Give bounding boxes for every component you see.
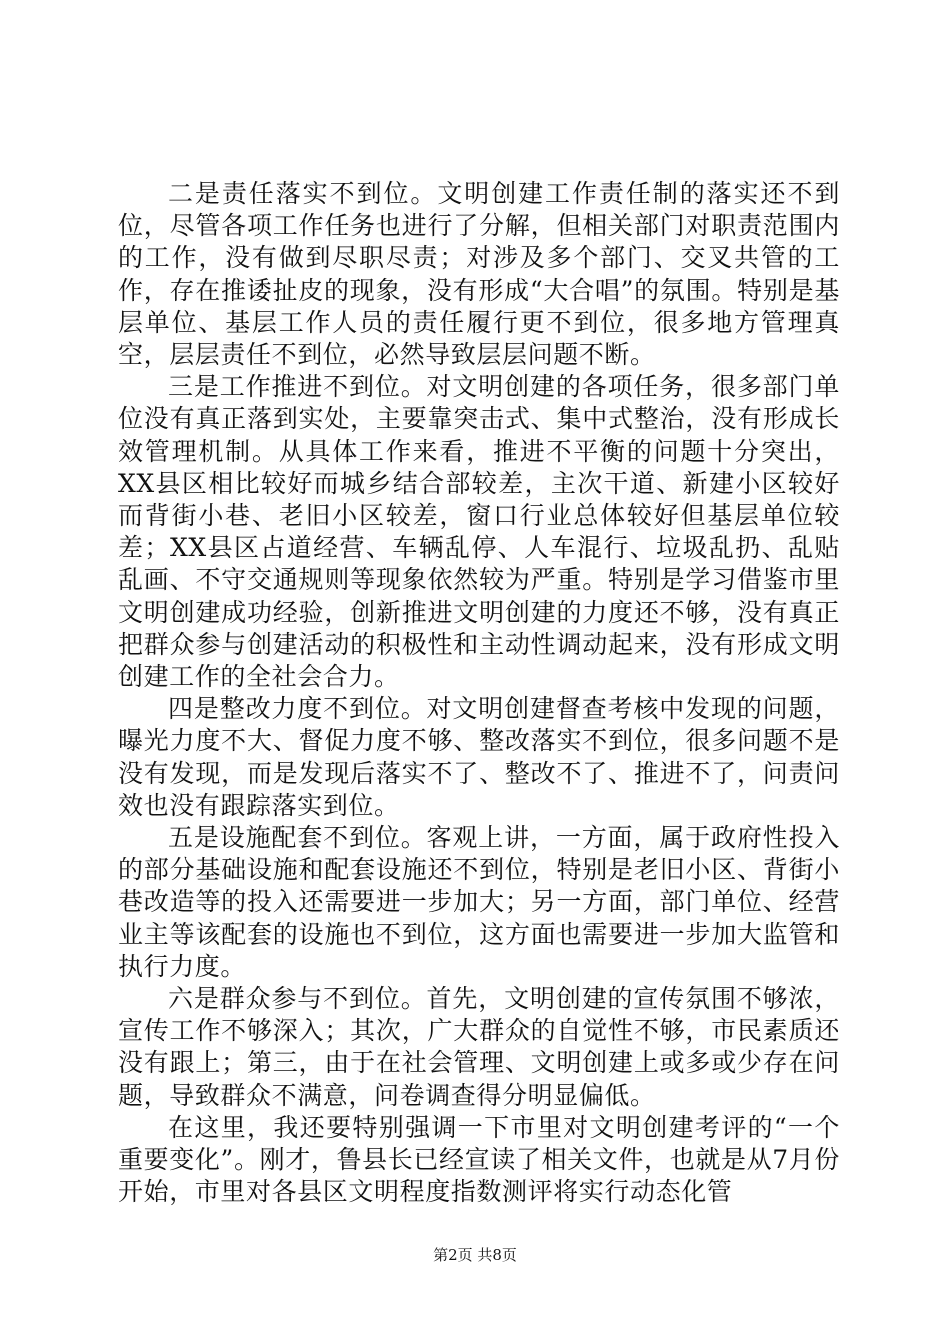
paragraph-evaluation-change: 在这里，我还要特别强调一下市里对文明创建考评的“一个重要变化”。刚才，鲁县长已经宣读了相关文件，也就是从7月份开始，市里对各县区文明程度指数测评将实行动态化管 <box>118 1112 840 1207</box>
paragraph-work-progress: 三是工作推进不到位。对文明创建的各项任务，很多部门单位没有真正落到实处，主要靠突击式、集中式整治，没有形成长效管理机制。从具体工作来看，推进不平衡的问题十分突出，XX县区相比较好而城乡结合部较差，主次干道、新建小区较好而背街小巷、老旧小区较差，窗口行业总体较好但基层单位较差；XX县区占道经营、车辆乱停、人车混行、垃圾乱扔、乱贴乱画、不守交通规则等现象依然较为严重。特别是学习借鉴市里文明创建成功经验，创新推进文明创建的力度还不够，没有真正把群众参与创建活动的积极性和主动性调动起来，没有形成文明创建工作的全社会合力。 <box>118 372 840 692</box>
paragraph-rectification: 四是整改力度不到位。对文明创建督查考核中发现的问题，曝光力度不大、督促力度不够、整改落实不到位，很多问题不是没有发现，而是发现后落实不了、整改不了、推进不了，问责问效也没有跟踪落实到位。 <box>118 694 840 820</box>
paragraph-facilities: 五是设施配套不到位。客观上讲，一方面，属于政府性投入的部分基础设施和配套设施还不到位，特别是老旧小区、背街小巷改造等的投入还需要进一步加大；另一方面，部门单位、经营业主等该配套的设施也不到位，这方面也需要进一步加大监管和执行力度。 <box>118 823 840 981</box>
page-footer: 第2页 共8页 <box>433 1246 517 1264</box>
paragraph-public-participation: 六是群众参与不到位。首先，文明创建的宣传氛围不够浓，宣传工作不够深入；其次，广大群众的自觉性不够，市民素质还没有跟上；第三，由于在社会管理、文明创建上或多或少存在问题，导致群众不满意，问卷调查得分明显偏低。 <box>118 984 840 1110</box>
document-body <box>118 178 840 1209</box>
paragraph-responsibility: 二是责任落实不到位。文明创建工作责任制的落实还不到位，尽管各项工作任务也进行了分解，但相关部门对职责范围内的工作，没有做到尽职尽责；对涉及多个部门、交叉共管的工作，存在推诿扯皮的现象，没有形成“大合唱”的氛围。特别是基层单位、基层工作人员的责任履行更不到位，很多地方管理真空，层层责任不到位，必然导致层层问题不断。 <box>118 179 840 370</box>
